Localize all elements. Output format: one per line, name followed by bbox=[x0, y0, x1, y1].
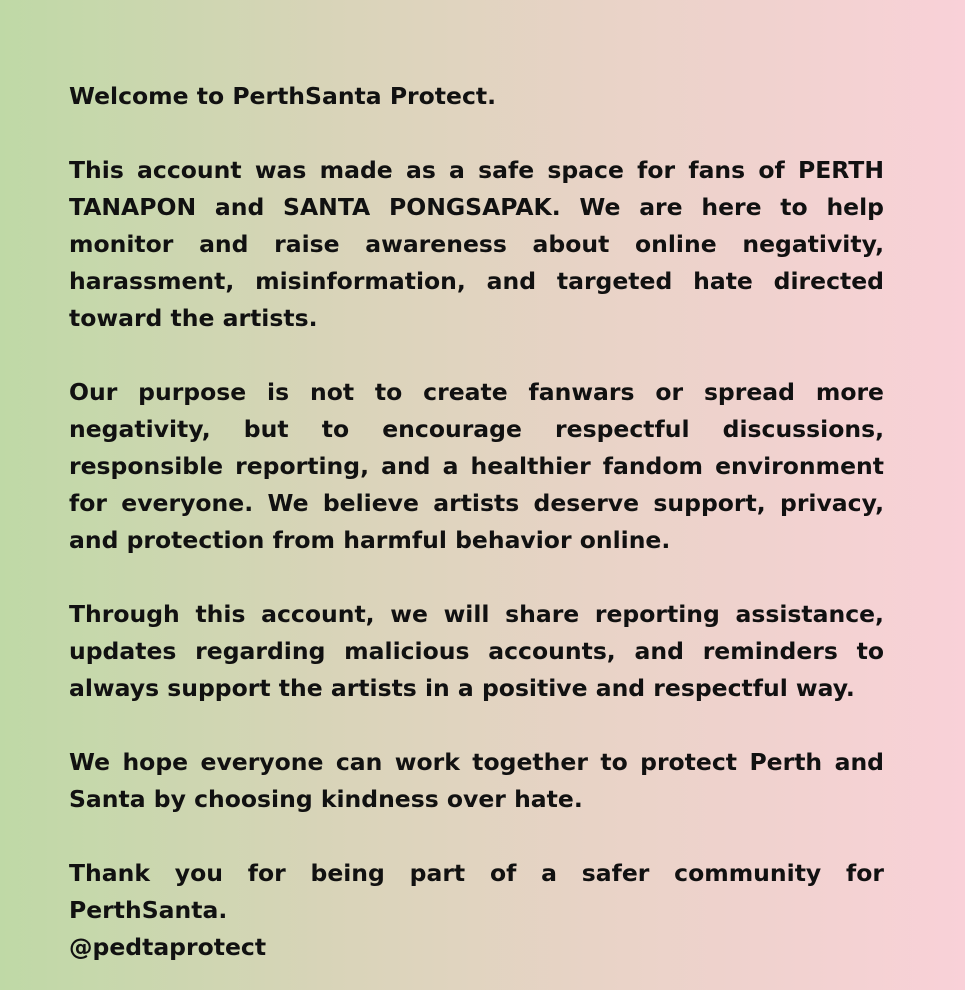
purpose-paragraph: Our purpose is not to create fanwars or spread more negativity, but to encourage respectful discussions, responsible reporting, and a healthier fandom environment for everyone. We believe artists deserve support, privacy, and protection from harmful behavior online. bbox=[69, 378, 884, 554]
closing-text: Thank you for being part of a safer community for PerthSanta. bbox=[69, 859, 884, 924]
activities-paragraph: Through this account, we will share reporting assistance, updates regarding malicious accounts, and reminders to always support the artists in a positive and respectful way. bbox=[69, 600, 884, 702]
intro-paragraph: This account was made as a safe space for fans of PERTH TANAPON and SANTA PONGSAPAK. We are here to help monitor and raise awareness about online negativity, harassment, misinformation, and targeted hate directed toward the artists. bbox=[69, 156, 884, 332]
welcome-heading: Welcome to PerthSanta Protect. bbox=[69, 82, 497, 110]
hope-paragraph: We hope everyone can work together to protect Perth and Santa by choosing kindness over hate. bbox=[69, 748, 884, 813]
closing-paragraph bbox=[69, 855, 884, 966]
account-handle: @pedtaprotect bbox=[69, 933, 267, 961]
